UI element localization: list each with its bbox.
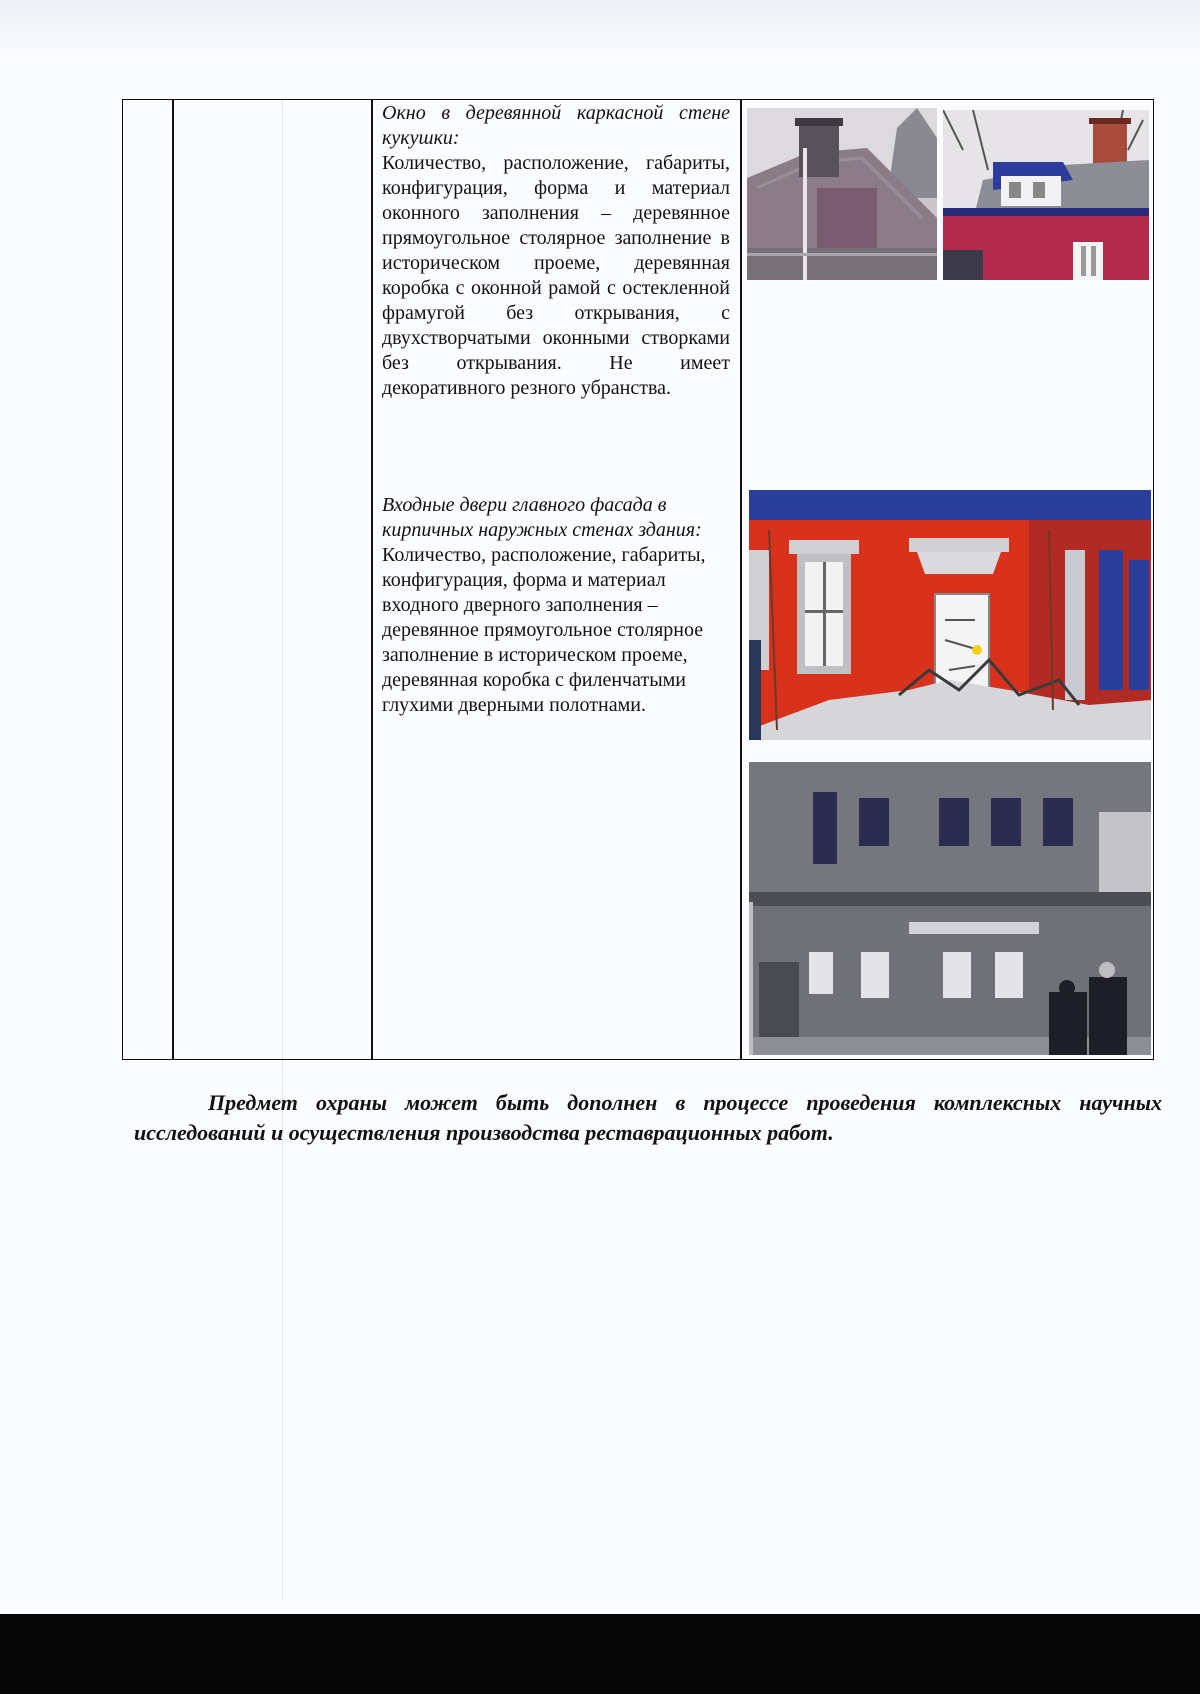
table-column-divider-2: [371, 100, 373, 1059]
photo-brick-facade-door: [749, 490, 1151, 740]
scan-bottom-bar: [0, 1614, 1200, 1694]
doors-body: Количество, расположение, габариты, конфигурация, форма и материал входного дверного заполнения – деревянное прямоугольное столярное заполнение в историческом проеме, деревянная коробка с филенчатыми глухими дверными полотнами.: [382, 544, 706, 716]
scan-background-band: [0, 0, 1200, 60]
photo-roof-archival: [747, 108, 937, 280]
doors-description: [382, 493, 730, 718]
table-column-divider-1: [172, 100, 174, 1059]
photo-archival-building: [749, 762, 1151, 1055]
protection-footer-note: Предмет охраны может быть дополнен в процессе проведения комплексных научных исследований и осуществления производства реставрационных работ.: [134, 1090, 1162, 1145]
window-description: [382, 101, 730, 401]
window-body: Количество, расположение, габариты, конфигурация, форма и материал оконного заполнения – деревянное прямоугольное столярное заполнение в историческом проеме, деревянная коробка с оконной рамой с остекленной фрамугой без открывания, с двухстворчатыми оконными створками без открывания. Не имеет декоративного резного убранства.: [382, 152, 730, 399]
doors-heading: Входные двери главного фасада в кирпичных наружных стенах здания:: [382, 494, 702, 541]
table-column-divider-3: [740, 100, 742, 1059]
photo-house-dormer: [943, 110, 1149, 280]
window-heading: Окно в деревянной каркасной стене кукушки:: [382, 102, 730, 149]
